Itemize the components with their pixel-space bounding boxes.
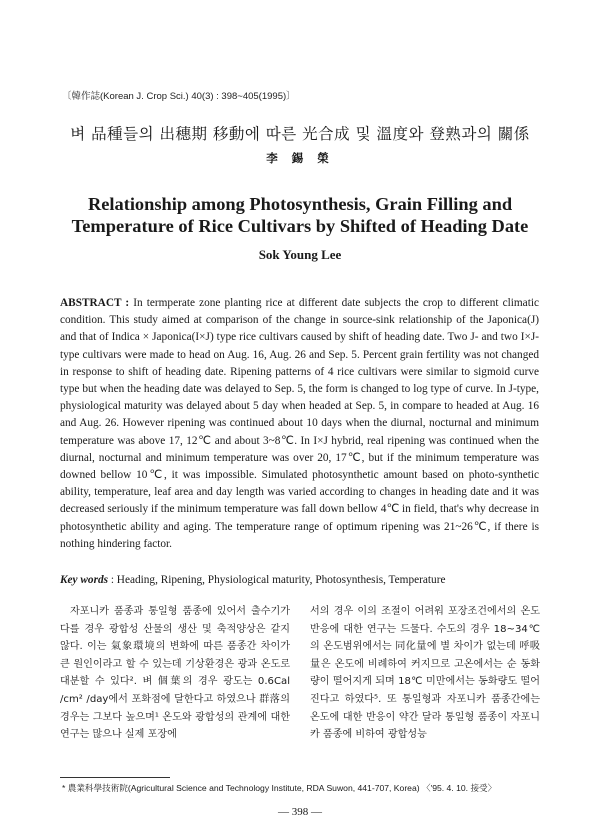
body-column-left xyxy=(60,603,290,744)
body-paragraph: 자포니카 품종과 통일형 품종에 있어서 출수기가 다를 경우 광합성 산물의 생산 및 축적양상은 같지 않다. 이는 氣象環境의 변화에 따른 품종간 차이가 큰 원인이라고 할 수 있는데 기상환경은 광과 온도로 대분할 수 있다². 벼 個葉의 경우 광도는 0.6Cal /cm² /day에서 포화점에 달한다고 하였으나 群落의 경우는 그보다 높으며¹ 온도와 광합성의 관계에 대한 연구는 많으나 실제 포장에 xyxy=(60,606,290,741)
keywords-label: Key words xyxy=(60,574,109,586)
abstract xyxy=(60,295,539,553)
english-title-line-2: Temperature of Rice Cultivars by Shifted of Heading Date xyxy=(71,216,529,236)
footnote: * 農業科學技術院(Agricultural Science and Technology Institute, RDA Suwon, 441-707, Korea) 〈'95. 4. 10. 接受〉 xyxy=(62,783,497,793)
english-title xyxy=(0,193,600,237)
footnote-divider xyxy=(60,777,170,778)
journal-citation: 〔韓作誌(Korean J. Crop Sci.) 40(3) : 398~405(1995)〕 xyxy=(62,91,296,102)
abstract-label: ABSTRACT : xyxy=(60,297,130,309)
abstract-text: In termperate zone planting rice at different date subjects the crop to different climatic condition. This study aimed at comparison of the change in source-sink relationship of the Japonica(J) and that of Indica × Japonica(I×J) type rice cultivars caused by shift of heading date. Two J- and two I×J-type cultivars were made to head on Aug. 16, Aug. 26 and Sep. 5. Percent grain fertility was not changed in response to shift of heading date. Ripening patterns of 4 rice cultivars were similar to sigmoid curve type but when the heading date was delayed to Sep. 5, the form is changed to log type of curve. In J-type, physiological maturity was delayed about 5 day when headed at Sep. 5, in compare to headed at Aug. 16 and Aug. 26. However ripening was continued about 10 days when the diurnal, nocturnal and minimum temperature was above 17, 12℃ and about 3~8℃. In I×J hybrid, real ripening was continued when the diurnal, nocturnal and minimum temperature was over 20, 17℃, but if the minimum temperature was downed bellow 10℃, it was impossible. Simulated photosynthetic amount based on photo-synthetic ability, temperature, leaf area and day length was varied according to changes in heading date and it was decreased seriously if the minimum temperature was fall down bellow 4℃ in field, that's why decrease in photosynthetic ability and aging. The temperature range of optimum ripening was 21~26℃, if there is nothing hindering factor. xyxy=(60,297,539,550)
body-paragraph: 서의 경우 이의 조절이 어려워 포장조건에서의 온도반응에 대한 연구는 드물다. 수도의 경우 18~34℃의 온도범위에서는 同化量에 별 차이가 없는데 呼吸量은 온도에 비례하여 커지므로 고온에서는 순 동화량이 떨어지게 되며 18℃ 미만에서는 동화량도 떨어진다고 하였다⁵. 또 통일형과 자포니카 품종간에는 온도에 대한 반응이 약간 달라 통일형 품종이 자포니카 품종에 비하여 광합성능 xyxy=(310,606,540,741)
page-number: — 398 — xyxy=(278,806,322,818)
korean-author: 李 錫 榮 xyxy=(266,151,334,165)
english-author: Sok Young Lee xyxy=(258,247,342,262)
body-column-right xyxy=(310,603,540,744)
keywords-text: : Heading, Ripening, Physiological maturity, Photosynthesis, Temperature xyxy=(110,574,446,586)
keywords xyxy=(60,574,540,586)
korean-title: 벼 品種들의 出穗期 移動에 따른 光合成 및 溫度와 登熟과의 關係 xyxy=(70,125,530,143)
english-title-line-1: Relationship among Photosynthesis, Grain Filling and xyxy=(87,194,513,214)
